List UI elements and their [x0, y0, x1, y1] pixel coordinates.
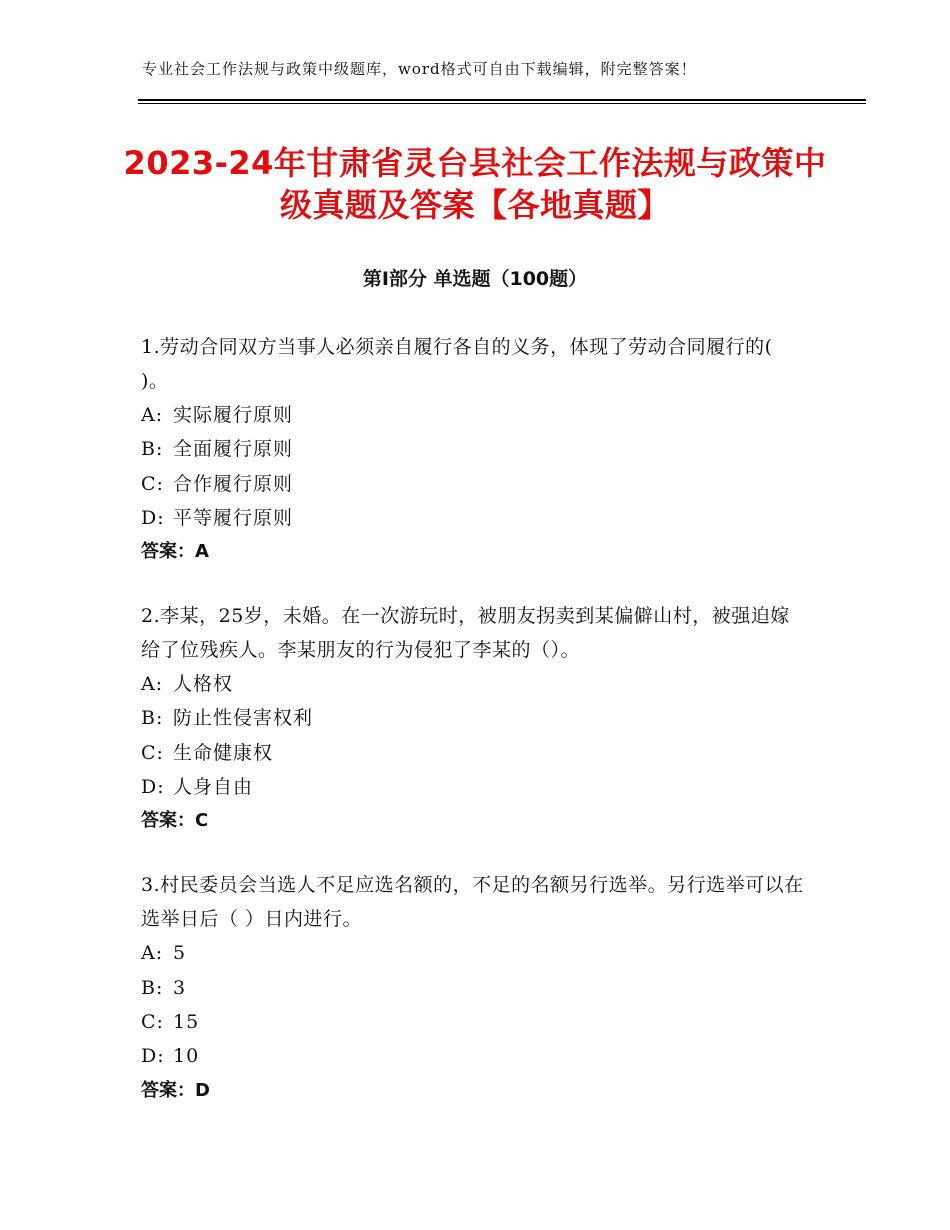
option-d: [141, 501, 806, 535]
option-letter: D:: [141, 776, 165, 799]
option-d: [141, 1039, 806, 1073]
option-letter: B:: [141, 707, 164, 730]
option-c: [141, 467, 806, 501]
question-3: [141, 868, 806, 1107]
section-title: 第Ⅰ部分 单选题（100题）: [362, 268, 588, 290]
option-c: [141, 736, 806, 770]
answer-line: 答案：A: [141, 541, 209, 563]
option-letter: C:: [141, 472, 164, 495]
header-divider: [138, 99, 866, 101]
option-d: [141, 770, 806, 804]
option-c: [141, 1005, 806, 1039]
option-text: 全面履行原则: [173, 438, 294, 461]
option-text: 人格权: [173, 673, 234, 696]
option-letter: C:: [141, 1010, 164, 1033]
option-letter: D:: [141, 506, 165, 529]
question-1: [141, 330, 806, 569]
option-letter: C:: [141, 741, 164, 764]
option-text: 5: [173, 942, 187, 965]
answer-line: 答案：D: [141, 1079, 210, 1101]
option-b: [141, 432, 806, 466]
option-text: 15: [173, 1010, 200, 1033]
option-letter: B:: [141, 438, 164, 461]
option-text: 平等履行原则: [173, 506, 294, 529]
question-2: [141, 599, 806, 838]
option-a: [141, 936, 806, 970]
option-a: [141, 398, 806, 432]
option-a: [141, 667, 806, 701]
question-list: [141, 330, 806, 1138]
answer-line: 答案：C: [141, 810, 209, 832]
header-divider-thin: [138, 103, 866, 104]
document-title: 2023-24年甘肃省灵台县社会工作法规与政策中级真题及答案【各地真题】: [123, 144, 827, 224]
option-letter: B:: [141, 976, 164, 999]
question-stem: 3.村民委员会当选人不足应选名额的，不足的名额另行选举。另行选举可以在选举日后（ ）日内进行。: [141, 874, 804, 931]
question-stem: 2.李某，25岁，未婚。在一次游玩时，被朋友拐卖到某偏僻山村，被强迫嫁给了位残疾人。李某朋友的行为侵犯了李某的（）。: [141, 605, 790, 662]
option-text: 生命健康权: [173, 741, 274, 764]
option-letter: A:: [141, 404, 164, 426]
option-text: 防止性侵害权利: [173, 707, 314, 730]
option-letter: A:: [141, 942, 164, 965]
option-b: [141, 971, 806, 1005]
option-text: 实际履行原则: [173, 404, 294, 426]
option-text: 人身自由: [173, 776, 254, 799]
option-letter: D:: [141, 1045, 165, 1068]
option-letter: A:: [141, 673, 164, 696]
question-stem: 1.劳动合同双方当事人必须亲自履行各自的义务，体现了劳动合同履行的( )。: [141, 336, 773, 392]
option-text: 10: [173, 1045, 200, 1068]
header-note: 专业社会工作法规与政策中级题库，word格式可自由下载编辑，附完整答案！: [142, 60, 697, 78]
option-text: 3: [173, 976, 187, 999]
option-text: 合作履行原则: [173, 472, 294, 495]
option-b: [141, 701, 806, 735]
